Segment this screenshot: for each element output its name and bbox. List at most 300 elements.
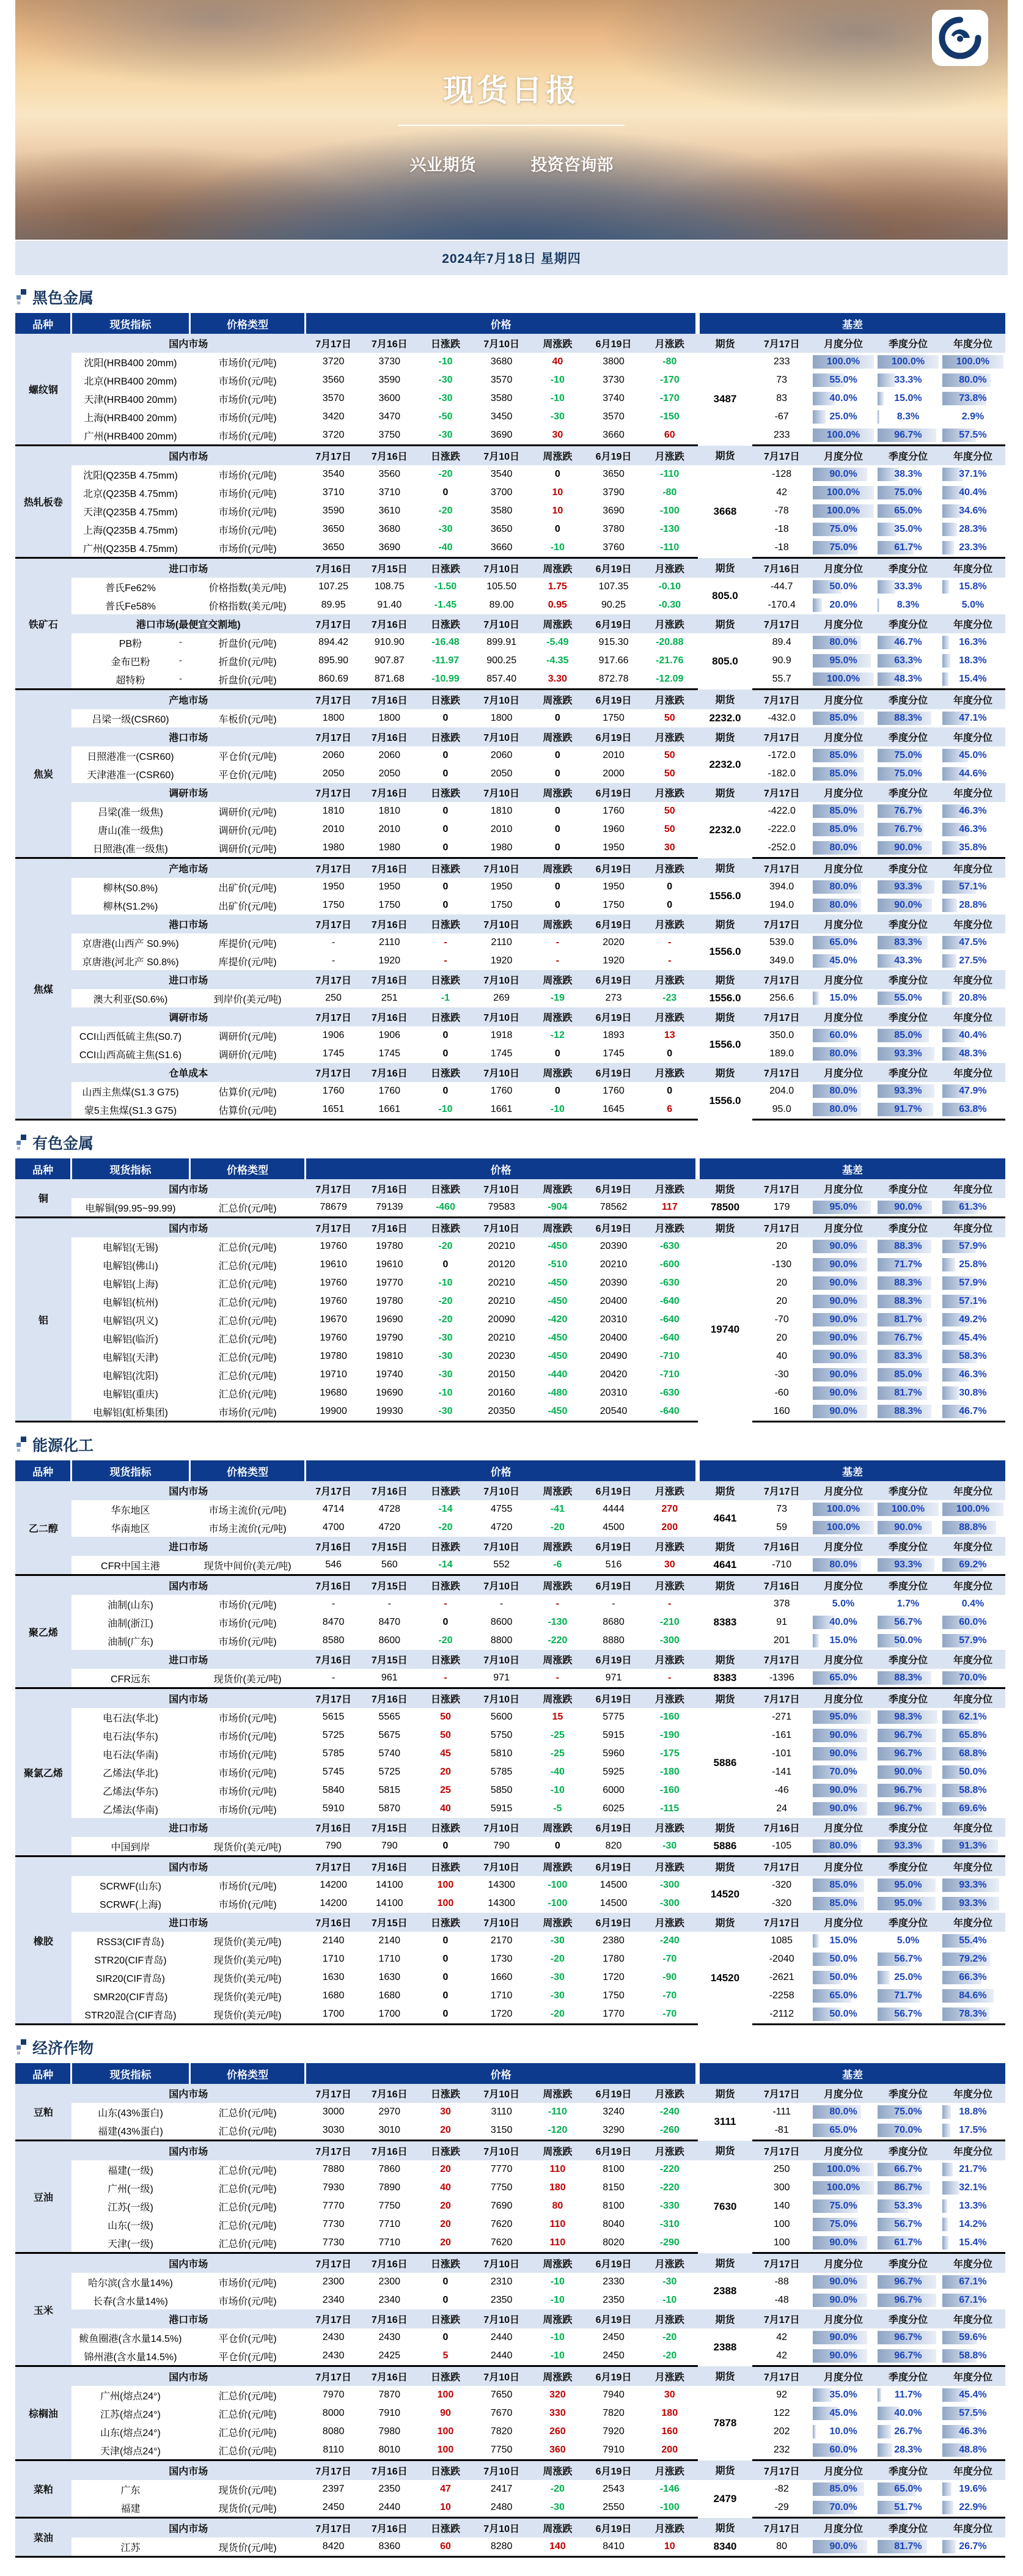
date-col-header: 月涨跌	[642, 1818, 698, 1837]
basis-value: 1085	[752, 1932, 811, 1950]
futures-price: 78500	[698, 1198, 753, 1218]
price-cell: 8470	[361, 1613, 417, 1632]
basis-value: 42	[752, 2347, 811, 2366]
change-cell: 110	[530, 2234, 586, 2253]
change-cell: -450	[530, 1402, 586, 1422]
percentile-value: 100.0%	[891, 1504, 925, 1514]
table-row	[15, 1292, 1005, 1311]
date-col-header: 7月10日	[474, 1575, 530, 1595]
percentile-value: 45.0%	[829, 2408, 857, 2418]
change-cell: 0	[417, 2273, 474, 2291]
price-cell: 5600	[474, 1708, 530, 1726]
futures-price: 8383	[698, 1595, 753, 1650]
date-col-header: 7月17日	[306, 1481, 362, 1500]
market-label: 国内市场	[72, 2366, 306, 2386]
market-header-row	[15, 334, 1005, 353]
price-cell: 14300	[474, 1876, 530, 1894]
date-col-header: 日涨跌	[417, 1063, 474, 1082]
table-row	[15, 1595, 1005, 1613]
price-type-cell: 市场价(元/吨)	[189, 520, 306, 539]
change-cell: -450	[530, 1237, 586, 1256]
indicator-cell: 山东(熔点24°)	[72, 2423, 190, 2441]
date-col-header: 6月19日	[585, 1218, 642, 1238]
price-cell: 3710	[361, 484, 417, 502]
market-header-row	[15, 1007, 1005, 1026]
change-cell: -180	[642, 1763, 698, 1781]
price-type-cell: 汇总价(元/吨)	[189, 1366, 306, 1384]
percentile-value: 28.3%	[959, 524, 987, 534]
date-col-header: 7月17日	[752, 1688, 811, 1709]
price-cell: 89.95	[306, 596, 362, 614]
price-cell: 3730	[585, 371, 642, 389]
price-type-cell: 汇总价(元/吨)	[189, 2404, 306, 2423]
monthly-percentile	[811, 1932, 876, 1950]
variety-name: 玉米	[15, 2253, 72, 2366]
monthly-percentile	[811, 2498, 876, 2518]
basis-value: -88	[752, 2273, 811, 2291]
price-cell: 2310	[474, 2273, 530, 2291]
basis-value: 95.0	[752, 1100, 811, 1120]
monthly-percentile	[811, 1402, 876, 1422]
quarterly-percentile	[876, 820, 941, 839]
indicator-cell: 天津(熔点24°)	[72, 2441, 190, 2460]
price-type-cell: 平仓价(元/吨)	[189, 2347, 306, 2366]
indicator-cell: SCRWF(山东)	[72, 1876, 190, 1894]
change-cell: -100	[642, 502, 698, 520]
yearly-percentile	[941, 633, 1005, 652]
date-col-header: 日涨跌	[417, 1575, 474, 1595]
date-col-header: 期货	[698, 1063, 753, 1082]
yearly-percentile	[941, 1669, 1005, 1688]
date-col-header: 年度分位	[941, 2253, 1005, 2273]
indicator-cell: 日照港准一(CSR60)	[72, 746, 190, 765]
futures-price: 1556.0	[698, 878, 753, 914]
quarterly-percentile	[876, 2328, 941, 2347]
yearly-percentile	[941, 670, 1005, 690]
price-cell: 7970	[306, 2386, 362, 2404]
section-title-text: 能源化工	[32, 1437, 94, 1454]
change-cell: -450	[530, 1292, 586, 1311]
price-type-cell: 市场价(元/吨)	[189, 408, 306, 426]
table-row	[15, 2273, 1005, 2291]
monthly-percentile	[811, 709, 876, 727]
table-row	[15, 2404, 1005, 2423]
price-cell: 790	[474, 1837, 530, 1857]
quarterly-percentile	[876, 1763, 941, 1781]
basis-value: 24	[752, 1800, 811, 1818]
percentile-value: 23.3%	[959, 542, 987, 553]
yearly-percentile	[941, 989, 1005, 1007]
price-cell: 19770	[361, 1274, 417, 1292]
yearly-percentile	[941, 652, 1005, 670]
change-cell: -30	[530, 408, 586, 426]
price-cell: 3720	[306, 426, 362, 446]
basis-value: 300	[752, 2179, 811, 2197]
percentile-value: 80.0%	[829, 1559, 857, 1570]
date-col-header: 月度分位	[811, 690, 876, 710]
change-cell: 20	[417, 1763, 474, 1781]
percentile-bar	[942, 541, 954, 554]
yearly-percentile	[941, 1968, 1005, 1987]
change-cell: -30	[530, 1932, 586, 1950]
date-col-header: 月度分位	[811, 446, 876, 466]
change-cell: -300	[642, 1894, 698, 1913]
percentile-value: 95.0%	[894, 1880, 922, 1890]
market-header-row	[15, 1688, 1005, 1709]
price-cell: 3650	[585, 465, 642, 484]
date-col-header: 6月19日	[585, 2253, 642, 2273]
date-col-header: 6月19日	[585, 558, 642, 578]
change-cell: -175	[642, 1745, 698, 1763]
change-cell: 0	[530, 878, 586, 896]
monthly-percentile	[811, 1045, 876, 1063]
date-col-header: 7月10日	[474, 1857, 530, 1877]
date-col-header: 日涨跌	[417, 1688, 474, 1709]
price-cell: -	[306, 933, 362, 952]
indicator-cell: 普氏Fe62%	[72, 578, 190, 596]
price-cell: 14500	[585, 1894, 642, 1913]
date-col-header: 年度分位	[941, 2141, 1005, 2161]
percentile-value: 75.0%	[829, 542, 857, 553]
price-cell: 3800	[585, 353, 642, 371]
monthly-percentile	[811, 989, 876, 1007]
change-cell: 50	[642, 765, 698, 783]
change-cell: -5.49	[530, 633, 586, 652]
basis-value: -130	[752, 1256, 811, 1274]
price-type-cell: 现货价(美元/吨)	[189, 1968, 306, 1987]
date-col-header: 周涨跌	[530, 2253, 586, 2273]
quarterly-percentile	[876, 1726, 941, 1745]
change-cell: 0	[417, 878, 474, 896]
indicator-cell: 油制(浙江)	[72, 1613, 190, 1632]
date-col-header: 日涨跌	[417, 2518, 474, 2538]
futures-price: 805.0	[698, 633, 753, 690]
date-col-header: 6月19日	[585, 2141, 642, 2161]
table-row	[15, 765, 1005, 783]
yearly-percentile	[941, 2121, 1005, 2141]
percentile-value: 100.0%	[826, 1504, 860, 1514]
percentile-value: 84.6%	[959, 1990, 987, 2001]
price-type-cell: 汇总价(元/吨)	[189, 2441, 306, 2460]
yearly-percentile	[941, 2273, 1005, 2291]
percentile-value: 90.0%	[829, 2332, 857, 2342]
date-col-header: 日涨跌	[417, 2084, 474, 2103]
percentile-value: 96.7%	[894, 430, 922, 440]
change-cell: -19	[530, 989, 586, 1007]
price-type-cell: 市场价(元/吨)	[189, 1745, 306, 1763]
date-col-header: 年度分位	[941, 334, 1005, 353]
price-cell: 3650	[306, 539, 362, 558]
change-cell: 260	[530, 2423, 586, 2441]
change-cell: 320	[530, 2386, 586, 2404]
table-row	[15, 408, 1005, 426]
percentile-value: 88.3%	[894, 1296, 922, 1306]
date-col-header: 7月10日	[474, 2460, 530, 2481]
date-col-header: 7月15日	[361, 558, 417, 578]
price-cell: 3760	[585, 539, 642, 558]
price-cell: 107.25	[306, 578, 362, 596]
percentile-value: 80.0%	[829, 881, 857, 892]
quarterly-percentile	[876, 2537, 941, 2557]
table-row	[15, 1745, 1005, 1763]
percentile-value: 98.3%	[894, 1712, 922, 1722]
percentile-value: 27.5%	[959, 955, 987, 966]
percentile-value: 51.7%	[894, 2502, 922, 2512]
yearly-percentile	[941, 1329, 1005, 1347]
table-row	[15, 2498, 1005, 2518]
yearly-percentile	[941, 896, 1005, 914]
percentile-value: 95.0%	[829, 655, 857, 666]
price-cell: 19760	[306, 1274, 362, 1292]
yearly-percentile	[941, 802, 1005, 820]
date-col-header: 6月19日	[585, 2460, 642, 2481]
date-col-header: 日涨跌	[417, 558, 474, 578]
price-cell: 4444	[585, 1500, 642, 1518]
change-cell: -160	[642, 1708, 698, 1726]
percentile-value: 56.7%	[894, 1954, 922, 1964]
quarterly-percentile	[876, 2215, 941, 2234]
basis-value: 20	[752, 1274, 811, 1292]
basis-value: 160	[752, 1402, 811, 1422]
quarterly-percentile	[876, 1950, 941, 1968]
table-row	[15, 2179, 1005, 2197]
change-cell: 0	[642, 878, 698, 896]
price-cell: 1760	[361, 1082, 417, 1100]
indicator-cell: 电解铝(巩义)	[72, 1311, 190, 1329]
quarterly-percentile	[876, 578, 941, 596]
date-col-header: 周涨跌	[530, 1481, 586, 1500]
date-col-header: 周涨跌	[530, 858, 586, 878]
basis-value: 233	[752, 353, 811, 371]
date-col-header: 月涨跌	[642, 2518, 698, 2538]
price-cell: -	[474, 1595, 530, 1613]
price-cell: 1745	[306, 1045, 362, 1063]
market-header-row	[15, 970, 1005, 989]
date-col-header: 月涨跌	[642, 1650, 698, 1669]
yearly-percentile	[941, 2103, 1005, 2121]
percentile-value: 46.3%	[959, 824, 987, 834]
monthly-percentile	[811, 1987, 876, 2005]
indicator-cell: 广州(一级)	[72, 2179, 190, 2197]
quarterly-percentile	[876, 1595, 941, 1613]
price-cell: 19790	[361, 1329, 417, 1347]
date-col-header: 月涨跌	[642, 727, 698, 746]
percentile-value: 57.9%	[959, 1278, 987, 1288]
price-type-cell: 出矿价(元/吨)	[189, 878, 306, 896]
yearly-percentile	[941, 2160, 1005, 2179]
percentile-value: 53.3%	[894, 2201, 922, 2211]
monthly-percentile	[811, 1100, 876, 1120]
basis-value: 20	[752, 1329, 811, 1347]
indicator-cell: 唐山(准一级焦)	[72, 820, 190, 839]
change-cell: -290	[642, 2234, 698, 2253]
table-row	[15, 465, 1005, 484]
change-cell: -110	[642, 539, 698, 558]
col-price-group: 价格	[306, 2063, 698, 2084]
price-type-cell: 汇总价(元/吨)	[189, 2103, 306, 2121]
price-type-cell: 汇总价(元/吨)	[189, 1384, 306, 1402]
price-cell: 251	[361, 989, 417, 1007]
price-cell: 1700	[306, 2005, 362, 2025]
percentile-value: 45.4%	[959, 1333, 987, 1343]
quarterly-percentile	[876, 1837, 941, 1857]
date-col-header: 7月16日	[361, 1688, 417, 1709]
percentile-value: 95.0%	[894, 1898, 922, 1908]
market-label: 进口市场	[72, 1537, 306, 1556]
indicator-cell: 乙烯法(华东)	[72, 1781, 190, 1800]
table-row	[15, 2347, 1005, 2366]
basis-value: 55.7	[752, 670, 811, 690]
percentile-value: 95.0%	[829, 1202, 857, 1212]
monthly-percentile	[811, 596, 876, 614]
date-col-header: 年度分位	[941, 970, 1005, 989]
date-col-header: 月涨跌	[642, 1063, 698, 1082]
date-col-header: 7月15日	[361, 1650, 417, 1669]
percentile-bar	[813, 992, 819, 1005]
percentile-value: 93.3%	[894, 1559, 922, 1570]
indicator-cell: 福建	[72, 2498, 190, 2518]
date-col-header: 月涨跌	[642, 2309, 698, 2328]
section-title-text: 有色金属	[32, 1135, 94, 1152]
date-col-header: 周涨跌	[530, 1857, 586, 1877]
date-col-header: 季度分位	[876, 1857, 941, 1877]
price-cell: 2060	[306, 746, 362, 765]
date-col-header: 月涨跌	[642, 614, 698, 633]
indicator-cell: 鲅鱼圈港(含水量14.5%)	[72, 2328, 190, 2347]
table-row	[15, 1708, 1005, 1726]
change-cell: 10	[530, 502, 586, 520]
change-cell: 50	[417, 1726, 474, 1745]
col-price-group: 价格	[306, 1158, 698, 1179]
percentile-value: 57.5%	[959, 430, 987, 440]
percentile-value: 93.3%	[959, 1898, 987, 1908]
change-cell: -50	[417, 408, 474, 426]
price-cell: 2430	[361, 2328, 417, 2347]
date-col-header: 期货	[698, 614, 753, 633]
table-row	[15, 2537, 1005, 2557]
price-cell: 3650	[306, 520, 362, 539]
price-cell: 3590	[361, 371, 417, 389]
market-header-row	[15, 2460, 1005, 2481]
price-cell: 1710	[361, 1950, 417, 1968]
monthly-percentile	[811, 820, 876, 839]
date-col-header: 7月16日	[361, 1007, 417, 1026]
quarterly-percentile	[876, 2160, 941, 2179]
price-type-cell: 调研价(元/吨)	[189, 1045, 306, 1063]
indicator-cell: 电解铝(天津)	[72, 1347, 190, 1366]
date-col-header: 年度分位	[941, 1650, 1005, 1669]
change-cell: 0	[417, 765, 474, 783]
date-col-header: 7月17日	[306, 2518, 362, 2538]
change-cell: -11.97	[417, 652, 474, 670]
percentile-value: 90.0%	[829, 1278, 857, 1288]
price-cell: 2340	[361, 2291, 417, 2309]
quarterly-percentile	[876, 2179, 941, 2197]
date-col-header: 6月19日	[585, 914, 642, 933]
percentile-value: 57.9%	[959, 1635, 987, 1646]
change-cell: 15	[530, 1708, 586, 1726]
percentile-value: 80.0%	[829, 1086, 857, 1096]
price-cell: 8420	[306, 2537, 362, 2557]
basis-value: -222.0	[752, 820, 811, 839]
date-col-header: 6月19日	[585, 614, 642, 633]
date-col-header: 7月16日	[361, 2309, 417, 2328]
quarterly-percentile	[876, 1781, 941, 1800]
variety-name: 铝	[15, 1218, 72, 1422]
indicator-cell: 江苏(一级)	[72, 2197, 190, 2215]
basis-value: 100	[752, 2234, 811, 2253]
change-cell: -130	[530, 1613, 586, 1632]
indicator-cell: 电解铝(无锡)	[72, 1237, 190, 1256]
date-col-header: 7月10日	[474, 1481, 530, 1500]
date-col-header: 7月10日	[474, 1688, 530, 1709]
price-cell: -	[361, 1595, 417, 1613]
price-cell: 5725	[306, 1726, 362, 1745]
change-cell: 6	[642, 1100, 698, 1120]
change-cell: -	[642, 1669, 698, 1688]
percentile-bar	[878, 2425, 891, 2438]
change-cell: -1.45	[417, 596, 474, 614]
change-cell: -220	[642, 2179, 698, 2197]
price-cell: 8600	[361, 1632, 417, 1650]
price-cell: 3420	[306, 408, 362, 426]
date-col-header: 季度分位	[876, 914, 941, 933]
futures-price: 2232.0	[698, 746, 753, 783]
indicator-cell: 油制(山东)	[72, 1595, 190, 1613]
monthly-percentile	[811, 1669, 876, 1688]
date-col-header: 7月17日	[752, 2141, 811, 2161]
date-col-header: 季度分位	[876, 970, 941, 989]
price-cell: 2300	[306, 2273, 362, 2291]
indicator-cell: 吕梁一级(CSR60)	[72, 709, 190, 727]
org-line	[15, 152, 1008, 175]
yearly-percentile	[941, 839, 1005, 858]
change-cell: 0	[530, 802, 586, 820]
market-header-row	[15, 783, 1005, 802]
percentile-value: 48.3%	[959, 1048, 987, 1059]
quarterly-percentile	[876, 1274, 941, 1292]
percentile-value: 96.7%	[894, 2350, 922, 2361]
price-type-cell: 调研价(元/吨)	[189, 839, 306, 858]
price-cell: 5915	[585, 1726, 642, 1745]
percentile-value: 56.7%	[894, 2219, 922, 2229]
indicator-cell: 油制(广东)	[72, 1632, 190, 1650]
table-row	[15, 1726, 1005, 1745]
indicator-cell: 华南地区	[72, 1518, 190, 1537]
date-col-header: 6月19日	[585, 1481, 642, 1500]
table-row	[15, 2291, 1005, 2309]
table-row	[15, 1556, 1005, 1575]
percentile-value: 100.0%	[891, 356, 925, 367]
price-cell: 3790	[585, 484, 642, 502]
price-type-cell: 价格指数(美元/吨)	[189, 596, 306, 614]
price-cell: 1710	[474, 1987, 530, 2005]
change-cell: -20	[417, 1237, 474, 1256]
table-row	[15, 1632, 1005, 1650]
price-cell: 2440	[474, 2347, 530, 2366]
date-col-header: 6月19日	[585, 1857, 642, 1877]
table-row	[15, 802, 1005, 820]
basis-value: -2112	[752, 2005, 811, 2025]
table-row	[15, 1082, 1005, 1100]
percentile-value: 57.1%	[959, 881, 987, 892]
price-cell: 3010	[361, 2121, 417, 2141]
date-col-header: 7月17日	[306, 2366, 362, 2386]
change-cell: -14	[417, 1556, 474, 1575]
percentile-value: 88.3%	[894, 1406, 922, 1416]
price-cell: 3710	[306, 484, 362, 502]
price-cell: 90.25	[585, 596, 642, 614]
